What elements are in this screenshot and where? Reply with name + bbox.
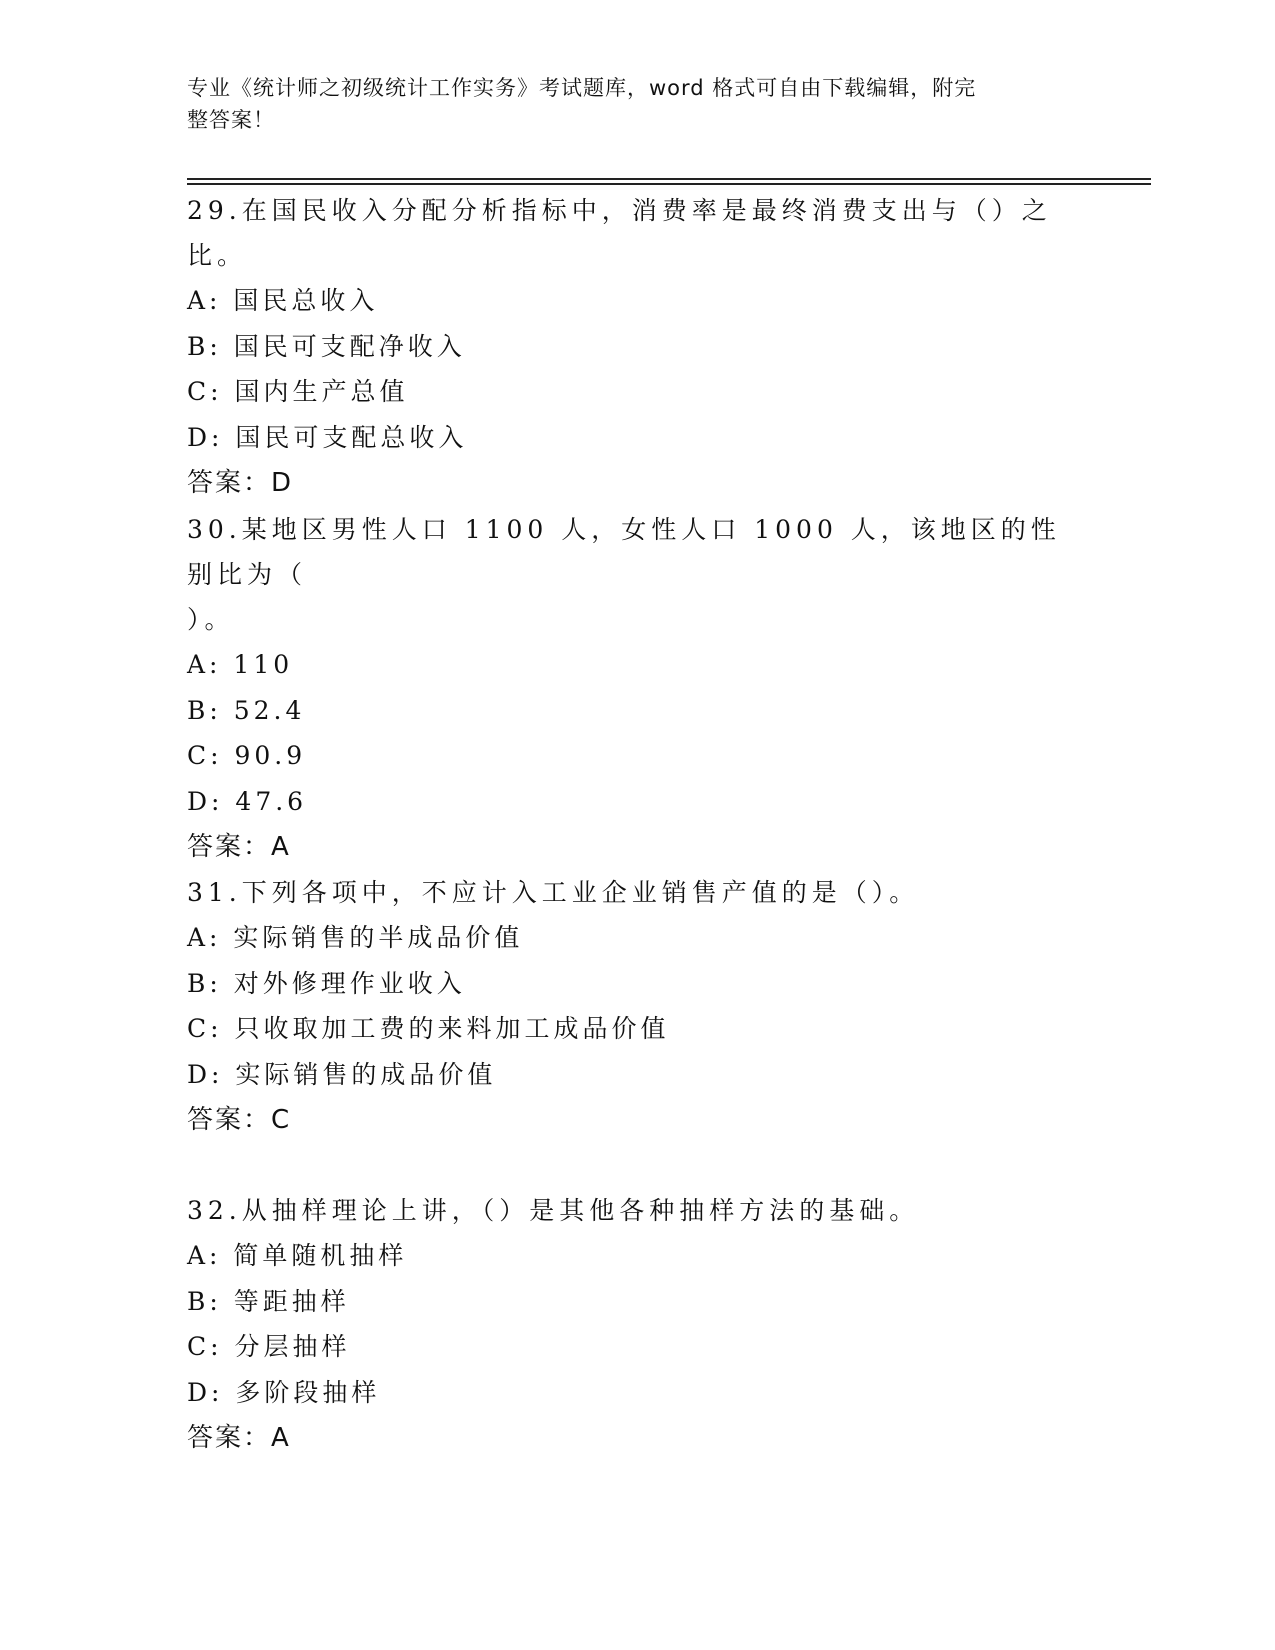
answer-line: 答案：C	[187, 1105, 292, 1135]
question-stem: 29.在国民收入分配分析指标中，消费率是最终消费支出与（）之比。	[187, 196, 1052, 270]
option-c: C: 90.9	[187, 741, 307, 770]
option-b: B: 对外修理作业收入	[187, 968, 466, 998]
question-30	[187, 507, 1087, 870]
option-d: D: 多阶段抽样	[187, 1377, 381, 1407]
answer-line: 答案：A	[187, 832, 291, 862]
question-stem: 32.从抽样理论上讲，（）是其他各种抽样方法的基础。	[187, 1196, 920, 1225]
option-d: D: 国民可支配总收入	[187, 422, 468, 452]
option-list	[187, 642, 1087, 824]
document-header: 专业《统计师之初级统计工作实务》考试题库，word 格式可自由下载编辑，附完 整答案！	[187, 76, 977, 132]
option-c: C: 国内生产总值	[187, 377, 409, 406]
option-c: C: 分层抽样	[187, 1332, 351, 1361]
question-stem: 30.某地区男性人口 1100 人，女性人口 1000 人，该地区的性别比为（ ）。	[187, 515, 1061, 634]
option-a: A: 实际销售的半成品价值	[187, 923, 524, 952]
option-list	[187, 278, 1087, 460]
option-b: B: 52.4	[187, 695, 306, 725]
option-d: D: 47.6	[187, 786, 308, 816]
question-32	[187, 1188, 1087, 1461]
option-list	[187, 915, 1087, 1097]
question-stem: 31.下列各项中，不应计入工业企业销售产值的是（）。	[187, 878, 920, 907]
option-a: A: 简单随机抽样	[187, 1241, 408, 1270]
option-b: B: 国民可支配净收入	[187, 331, 466, 361]
option-c: C: 只收取加工费的来料加工成品价值	[187, 1014, 670, 1043]
option-b: B: 等距抽样	[187, 1286, 350, 1316]
header-divider-top	[187, 178, 1151, 180]
option-a: A: 国民总收入	[187, 286, 379, 315]
question-29	[187, 188, 1087, 506]
question-31	[187, 870, 1087, 1143]
option-list	[187, 1233, 1087, 1415]
option-a: A: 110	[187, 650, 294, 679]
answer-line: 答案：D	[187, 468, 294, 498]
option-d: D: 实际销售的成品价值	[187, 1059, 497, 1089]
header-divider-bottom	[187, 183, 1151, 185]
answer-line: 答案：A	[187, 1423, 291, 1453]
